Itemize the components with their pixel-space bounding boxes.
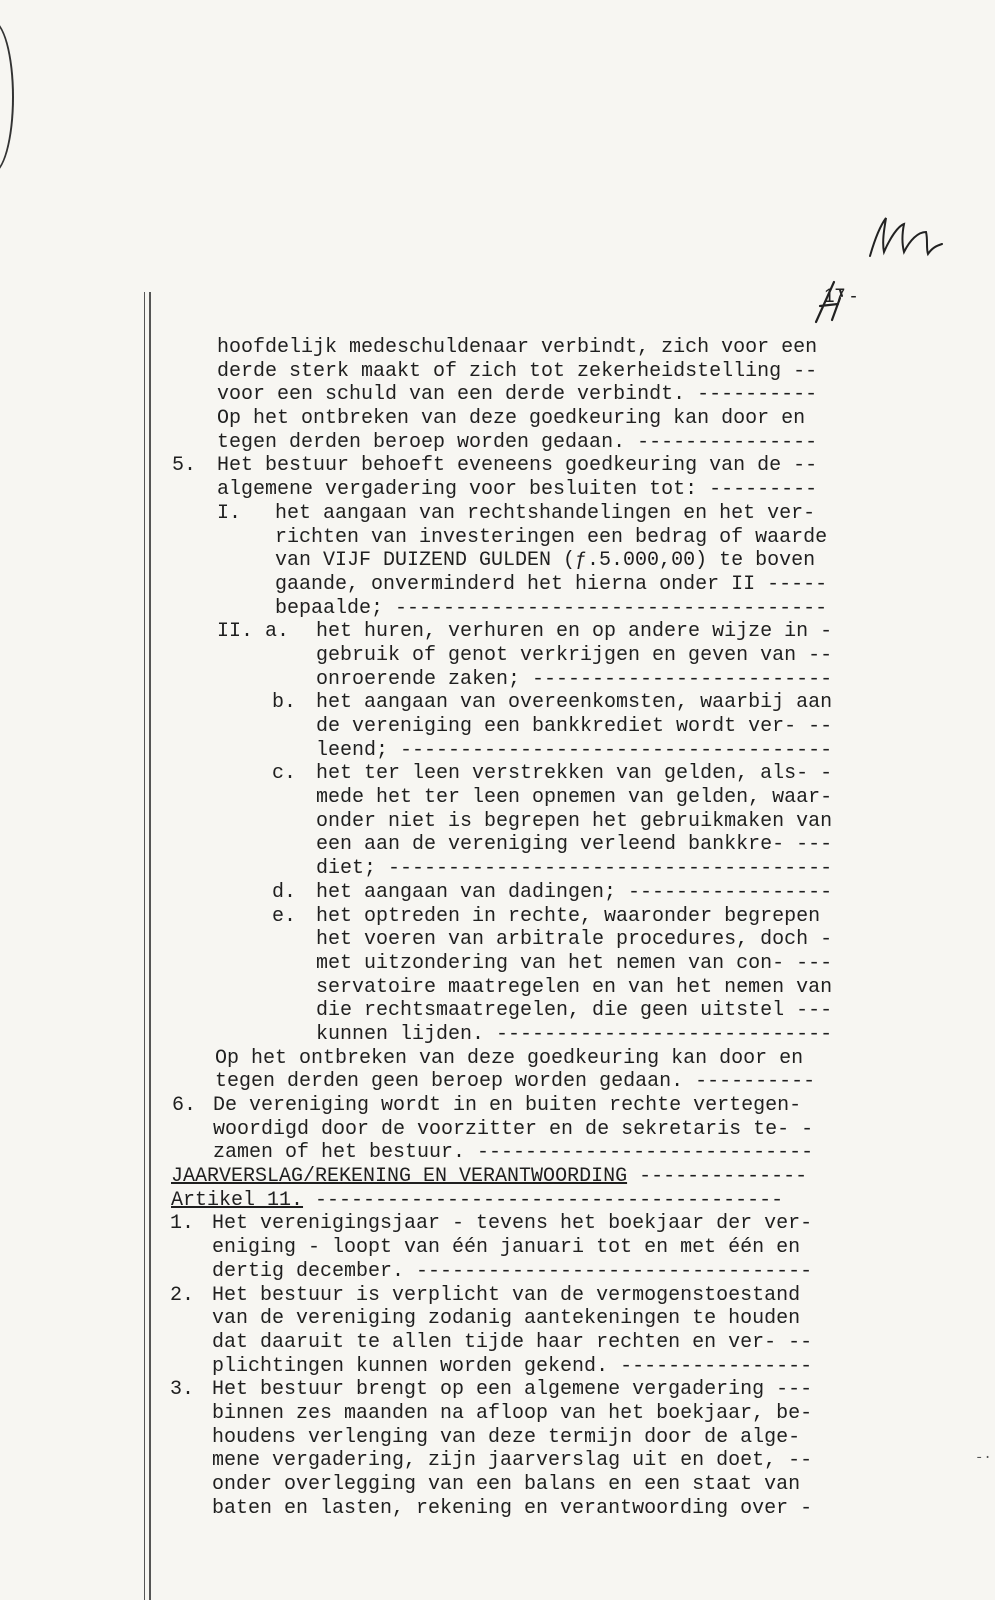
line-text-content: derde sterk maakt of zich tot zekerheidstelling -- — [217, 359, 818, 383]
line-text-content: onder niet is begrepen het gebruikmaken van — [316, 809, 833, 833]
line-text — [217, 431, 817, 455]
item-number: II. a. — [217, 620, 290, 644]
line-text — [212, 1284, 800, 1308]
line-text-content: mede het ter leen opnemen van gelden, waar- — [316, 786, 833, 810]
text-line — [0, 1307, 995, 1331]
text-line — [0, 1497, 995, 1521]
line-text-content: het ter leen verstrekken van gelden, als- - — [316, 762, 833, 786]
text-line — [0, 810, 995, 834]
edge-mark: -· — [975, 1450, 992, 1466]
line-text — [275, 549, 815, 573]
dash-filler: -------------- — [627, 1165, 808, 1189]
text-line — [0, 1473, 995, 1497]
text-line — [0, 597, 995, 621]
line-text-content: JAARVERSLAG/REKENING EN VERANTWOORDING — [171, 1165, 628, 1189]
line-text-content: richten van investeringen een bedrag of waarde — [275, 525, 828, 549]
text-line — [0, 762, 995, 786]
line-text — [212, 1307, 800, 1331]
line-text-content: het voeren van arbitrale procedures, doch - — [316, 928, 833, 952]
line-text-content: Het bestuur brengt op een algemene vergadering --- — [212, 1378, 813, 1402]
line-text-content: houdens verlenging van deze termijn door de alge- — [212, 1425, 801, 1449]
line-text-content: een aan de vereniging verleend bankkre- --- — [316, 833, 833, 857]
text-line — [0, 715, 995, 739]
line-text — [316, 786, 832, 810]
line-text — [213, 1094, 801, 1118]
line-text — [215, 1070, 815, 1094]
text-line — [0, 644, 995, 668]
text-line — [0, 976, 995, 1000]
line-text — [212, 1426, 800, 1450]
text-line — [0, 1236, 995, 1260]
line-text-content: het optreden in rechte, waaronder begrepen — [316, 904, 821, 928]
text-line — [0, 739, 995, 763]
line-text-content: binnen zes maanden na afloop van het boekjaar, be- — [212, 1401, 813, 1425]
text-line — [0, 999, 995, 1023]
item-number: 2. — [170, 1283, 195, 1307]
line-text-content: de vereniging een bankkrediet wordt ver- -- — [316, 715, 833, 738]
text-line — [0, 833, 995, 857]
line-text-content: diet; ------------------------------------- — [316, 857, 833, 881]
line-text — [316, 810, 832, 834]
text-line — [0, 1189, 995, 1213]
text-line — [0, 1165, 995, 1189]
line-text — [316, 833, 832, 857]
text-line — [0, 1047, 995, 1071]
line-text-content: Het bestuur behoeft eveneens goedkeuring van de -- — [217, 454, 818, 478]
line-text — [316, 999, 832, 1023]
text-line — [0, 952, 995, 976]
text-line — [0, 526, 995, 550]
line-text-content: algemene vergadering voor besluiten tot: --------- — [217, 478, 818, 502]
item-number: 1. — [170, 1212, 195, 1236]
line-text — [316, 668, 832, 692]
line-text — [212, 1402, 812, 1426]
line-text — [316, 739, 832, 763]
text-line — [0, 905, 995, 929]
line-text-content: gebruik of genot verkrijgen en geven van -- — [316, 643, 833, 667]
text-line — [0, 1402, 995, 1426]
line-text-content: leend; ------------------------------------ — [316, 738, 833, 762]
text-line — [0, 786, 995, 810]
text-line — [0, 502, 995, 526]
line-text-content: Op het ontbreken van deze goedkeuring kan door en — [215, 1046, 804, 1070]
line-text-content: het aangaan van rechtshandelingen en het ver- — [275, 501, 816, 525]
line-text-content: het aangaan van overeenkomsten, waarbij aan — [316, 691, 833, 715]
line-text — [316, 762, 832, 786]
line-text-content: onroerende zaken; ------------------------- — [316, 667, 833, 691]
item-number: I. — [217, 501, 242, 525]
line-text — [217, 336, 817, 360]
line-text-content: zamen of het bestuur. ---------------------------- — [213, 1141, 814, 1165]
line-text — [217, 407, 805, 431]
line-text — [212, 1473, 800, 1497]
line-text — [275, 526, 827, 550]
text-line — [0, 691, 995, 715]
section-heading — [171, 1165, 807, 1189]
line-text-content: Op het ontbreken van deze goedkeuring kan door en — [217, 407, 806, 431]
line-text — [212, 1212, 812, 1236]
line-text — [316, 928, 832, 952]
line-text-content: gaande, onverminderd het hierna onder II ----- — [275, 572, 828, 596]
line-text — [316, 644, 832, 668]
text-line — [0, 1260, 995, 1284]
line-text — [275, 573, 827, 597]
line-text — [316, 952, 832, 976]
line-text — [217, 360, 817, 384]
line-text-content: het huren, verhuren en op andere wijze in - — [316, 620, 833, 644]
line-text — [217, 478, 817, 502]
text-line — [0, 928, 995, 952]
item-number: 6. — [172, 1094, 197, 1117]
text-line — [0, 668, 995, 692]
handwritten-initial — [866, 212, 946, 264]
text-line — [0, 407, 995, 431]
text-line — [0, 1426, 995, 1450]
line-text — [316, 620, 832, 644]
binder-hole — [0, 20, 14, 174]
text-line — [0, 431, 995, 455]
text-line — [0, 549, 995, 573]
text-line — [0, 478, 995, 502]
line-text — [217, 383, 817, 407]
text-line — [0, 857, 995, 881]
text-line — [0, 1023, 995, 1047]
line-text-content: dertig december. --------------------------------- — [212, 1259, 813, 1283]
item-number: d. — [272, 880, 297, 904]
line-text-content: bepaalde; ------------------------------------ — [275, 596, 828, 620]
line-text-content: Het bestuur is verplicht van de vermogenstoestand — [212, 1283, 801, 1307]
line-text — [213, 1141, 813, 1165]
handwritten-page-number — [812, 276, 872, 324]
line-text — [316, 715, 832, 739]
text-line — [0, 1331, 995, 1355]
item-number: 5. — [172, 454, 197, 478]
line-text-content: het aangaan van dadingen; ----------------- — [316, 880, 833, 904]
text-line — [0, 1094, 995, 1118]
line-text — [217, 454, 817, 478]
line-text-content: voor een schuld van een derde verbindt. ---------- — [217, 383, 818, 407]
line-text-content: tegen derden beroep worden gedaan. --------------- — [217, 430, 818, 454]
line-text-content: onder overlegging van een balans en een staat van — [212, 1473, 801, 1496]
line-text — [213, 1118, 813, 1142]
page-marker-text: 17 - — [824, 286, 857, 307]
section-heading — [171, 1189, 783, 1213]
text-line — [0, 383, 995, 407]
line-text — [212, 1236, 800, 1260]
line-text-content: De vereniging wordt in en buiten rechte vertegen- — [213, 1094, 802, 1117]
item-number: 3. — [170, 1378, 195, 1402]
dash-filler: --------------------------------------- — [303, 1188, 784, 1212]
line-text — [316, 857, 832, 881]
text-line — [0, 1070, 995, 1094]
line-text-content: eniging - loopt van één januari tot en met één en — [212, 1236, 801, 1260]
text-line — [0, 1141, 995, 1165]
text-line — [0, 1355, 995, 1379]
line-text-content: Het verenigingsjaar - tevens het boekjaar der ver- — [212, 1212, 813, 1236]
item-number: e. — [272, 904, 297, 928]
line-text-content: dat daaruit te allen tijde haar rechten en ver- -- — [212, 1330, 813, 1354]
line-text-content: servatoire maatregelen en van het nemen van — [316, 975, 833, 999]
line-text — [316, 881, 832, 905]
text-line — [0, 454, 995, 478]
line-text-content: die rechtsmaatregelen, die geen uitstel --- — [316, 999, 833, 1023]
line-text — [275, 597, 827, 621]
line-text-content: woordigd door de voorzitter en de sekretaris te- - — [213, 1117, 814, 1141]
line-text-content: mene vergadering, zijn jaarverslag uit en doet, -- — [212, 1449, 813, 1473]
line-text-content: tegen derden geen beroep worden gedaan. ---------- — [215, 1070, 816, 1094]
text-line — [0, 336, 995, 360]
line-text-content: met uitzondering van het nemen van con- --- — [316, 951, 833, 975]
line-text — [212, 1449, 812, 1473]
line-text — [316, 976, 832, 1000]
line-text — [275, 502, 815, 526]
text-line — [0, 881, 995, 905]
line-text-content: van VIJF DUIZEND GULDEN (ƒ.5.000,00) te boven — [275, 549, 816, 573]
item-number: c. — [272, 762, 297, 786]
line-text-content: baten en lasten, rekening en verantwoording over - — [212, 1496, 813, 1520]
line-text-content: van de vereniging zodanig aantekeningen te houden — [212, 1307, 801, 1331]
text-line — [0, 1284, 995, 1308]
line-text — [316, 905, 820, 929]
text-line — [0, 360, 995, 384]
text-line — [0, 1212, 995, 1236]
line-text — [212, 1497, 812, 1521]
line-text — [215, 1047, 803, 1071]
line-text-content: hoofdelijk medeschuldenaar verbindt, zich voor een — [217, 336, 818, 359]
line-text — [212, 1331, 812, 1355]
text-line — [0, 1378, 995, 1402]
document-body — [0, 336, 995, 1520]
item-number: b. — [272, 691, 297, 715]
text-line — [0, 1449, 995, 1473]
line-text-content: kunnen lijden. ---------------------------- — [316, 1022, 833, 1046]
line-text-content: plichtingen kunnen worden gekend. ---------------- — [212, 1354, 813, 1378]
line-text — [212, 1378, 812, 1402]
line-text — [212, 1260, 812, 1284]
line-text — [316, 1023, 832, 1047]
text-line — [0, 620, 995, 644]
text-line — [0, 573, 995, 597]
line-text-content: Artikel 11. — [171, 1188, 304, 1212]
line-text — [212, 1355, 812, 1379]
line-text — [316, 691, 832, 715]
text-line — [0, 1118, 995, 1142]
